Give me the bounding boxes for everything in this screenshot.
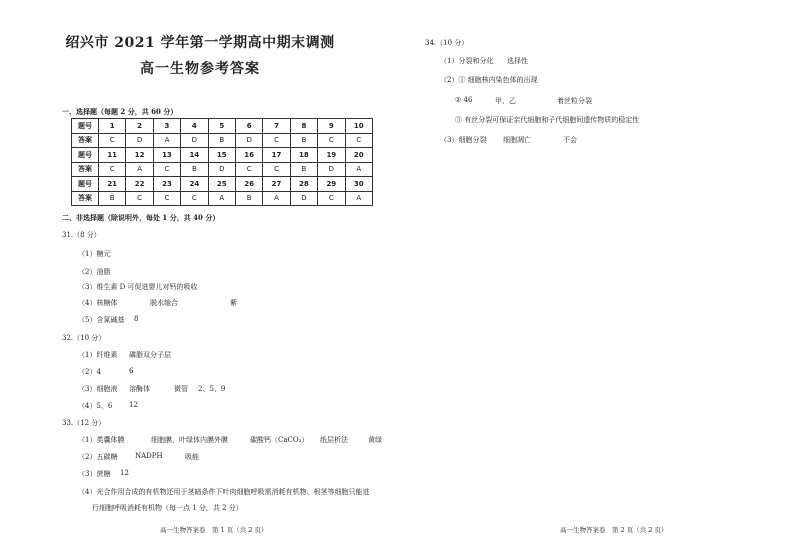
- question-header-31: 31.（8 分）: [62, 231, 101, 239]
- table-cell: 1: [99, 119, 126, 134]
- row-label: 题号: [72, 119, 99, 134]
- answer-line: （2）4: [78, 368, 101, 376]
- table-cell: 25: [208, 177, 235, 192]
- table-cell: B: [290, 162, 317, 177]
- answer-line: 12: [129, 401, 138, 409]
- table-cell: 28: [290, 177, 317, 192]
- question-header-34: 34.（10 分）: [425, 39, 469, 47]
- table-cell: A: [345, 191, 372, 206]
- page-title: 绍兴市 2021 学年第一学期高中期末调测: [65, 35, 335, 51]
- table-row: [72, 162, 373, 177]
- answer-line: （2）① 细胞核内染色体的出现: [440, 76, 538, 84]
- answer-line: 吸能: [185, 453, 199, 461]
- table-cell: C: [99, 133, 126, 148]
- table-cell: 10: [345, 119, 372, 134]
- table-cell: D: [318, 162, 345, 177]
- answer-line: 磷脂双分子层: [129, 351, 171, 359]
- table-cell: A: [126, 162, 153, 177]
- question-header-32: 32.（10 分）: [62, 334, 106, 342]
- row-label: 答案: [72, 162, 99, 177]
- table-row: [72, 177, 373, 192]
- answer-line: ② 46: [455, 96, 473, 104]
- answer-line: 细胞膜、叶绿体内膜外膜: [151, 436, 228, 444]
- table-cell: 19: [318, 148, 345, 163]
- answer-table: [71, 118, 373, 206]
- table-cell: 11: [99, 148, 126, 163]
- table-cell: 23: [153, 177, 180, 192]
- table-cell: 24: [181, 177, 208, 192]
- table-cell: C: [126, 191, 153, 206]
- answer-line: 紫: [230, 299, 237, 307]
- row-label: 题号: [72, 148, 99, 163]
- table-cell: D: [181, 133, 208, 148]
- table-cell: C: [153, 191, 180, 206]
- answer-line: 着丝粒分裂: [557, 97, 592, 105]
- section-heading-nonchoice: 二、非选择题（除说明外，每处 1 分，共 40 分）: [62, 213, 220, 222]
- table-cell: A: [208, 191, 235, 206]
- answer-line: 碳酸钙（CaCO₃）: [250, 436, 309, 444]
- table-cell: 17: [263, 148, 290, 163]
- answer-line: （4）5、6: [78, 402, 113, 410]
- table-cell: B: [290, 133, 317, 148]
- table-cell: 9: [318, 119, 345, 134]
- answer-line: 甲、乙: [495, 97, 516, 105]
- answer-line: 溶酶体: [129, 385, 150, 393]
- table-cell: D: [126, 133, 153, 148]
- answer-line: 选择性: [507, 57, 528, 65]
- table-cell: C: [181, 191, 208, 206]
- answer-line: 12: [120, 469, 129, 477]
- table-cell: C: [345, 133, 372, 148]
- table-cell: 22: [126, 177, 153, 192]
- table-row: [72, 191, 373, 206]
- answer-line: （3）维生素 D 可促进婴儿对钙的吸收: [78, 283, 198, 291]
- table-cell: 3: [153, 119, 180, 134]
- table-cell: A: [153, 133, 180, 148]
- answer-line: 2、5、9: [198, 385, 226, 393]
- answer-line: 细胞凋亡: [503, 136, 531, 144]
- table-cell: C: [318, 191, 345, 206]
- table-row: [72, 148, 373, 163]
- table-cell: B: [208, 133, 235, 148]
- table-cell: 30: [345, 177, 372, 192]
- section-heading-choice: 一、选择题（每题 2 分，共 60 分）: [62, 107, 178, 116]
- answer-line: （4）光合作用合成的有机物还用于茎暗条件下叶肉细胞呼吸需消耗有机物、根茎等细胞只能进: [78, 488, 370, 496]
- table-cell: 20: [345, 148, 372, 163]
- table-cell: B: [99, 191, 126, 206]
- answer-line: （5）含氮碱基: [78, 316, 125, 324]
- table-cell: 8: [290, 119, 317, 134]
- answer-line: ③ 有丝分裂可保证亲代细胞和子代细胞间遗传物质的稳定性: [455, 116, 640, 124]
- page-subtitle: 高一生物参考答案: [140, 61, 260, 77]
- page-footer-1: 高一生物答案卷 第 1 页（共 2 页）: [160, 526, 268, 534]
- table-cell: 21: [99, 177, 126, 192]
- table-row: [72, 133, 373, 148]
- table-cell: 15: [208, 148, 235, 163]
- table-cell: C: [153, 162, 180, 177]
- answer-line: 8: [134, 315, 139, 323]
- table-cell: A: [345, 162, 372, 177]
- table-cell: C: [263, 133, 290, 148]
- table-cell: 14: [181, 148, 208, 163]
- table-cell: 7: [263, 119, 290, 134]
- table-cell: C: [99, 162, 126, 177]
- table-cell: 26: [235, 177, 262, 192]
- table-cell: D: [235, 133, 262, 148]
- table-cell: 12: [126, 148, 153, 163]
- row-label: 答案: [72, 191, 99, 206]
- table-cell: 29: [318, 177, 345, 192]
- answer-line: 纸层析法: [320, 436, 348, 444]
- answer-line: 6: [129, 367, 134, 375]
- answer-line: （3）细胞分裂: [440, 136, 487, 144]
- answer-line: （4）核糖体: [78, 299, 118, 307]
- answer-line: （2）五碳糖: [78, 453, 118, 461]
- table-cell: 13: [153, 148, 180, 163]
- answer-line: （1）纤维素: [78, 351, 118, 359]
- answer-line: （1）糖元: [78, 250, 111, 258]
- table-cell: 5: [208, 119, 235, 134]
- table-cell: 6: [235, 119, 262, 134]
- page-footer-2: 高一生物答案卷 第 2 页（共 2 页）: [560, 526, 668, 534]
- question-header-33: 33.（12 分）: [62, 419, 106, 427]
- answer-line: 不会: [563, 136, 577, 144]
- table-cell: 27: [263, 177, 290, 192]
- table-cell: C: [318, 133, 345, 148]
- answer-line: 微管: [174, 385, 188, 393]
- table-cell: B: [235, 191, 262, 206]
- answer-line: （1）类囊体膜: [78, 436, 125, 444]
- table-cell: C: [235, 162, 262, 177]
- answer-line: NADPH: [135, 452, 163, 460]
- table-cell: B: [181, 162, 208, 177]
- answer-line: 脱水缩合: [150, 299, 178, 307]
- table-cell: C: [263, 162, 290, 177]
- table-cell: 2: [126, 119, 153, 134]
- row-label: 答案: [72, 133, 99, 148]
- table-cell: 16: [235, 148, 262, 163]
- row-label: 题号: [72, 177, 99, 192]
- answer-line: （3）蔗糖: [78, 470, 111, 478]
- table-cell: 4: [181, 119, 208, 134]
- answer-line: 黄绿: [368, 436, 382, 444]
- table-cell: D: [208, 162, 235, 177]
- table-cell: D: [290, 191, 317, 206]
- table-cell: A: [263, 191, 290, 206]
- answer-line: （2）油脂: [78, 268, 111, 276]
- table-row: [72, 119, 373, 134]
- answer-line: （1）分裂和分化: [440, 57, 494, 65]
- table-cell: 18: [290, 148, 317, 163]
- answer-line: 行细胞呼吸消耗有机物（每一点 1 分，共 2 分）: [92, 504, 243, 512]
- answer-line: （3）细胞液: [78, 385, 118, 393]
